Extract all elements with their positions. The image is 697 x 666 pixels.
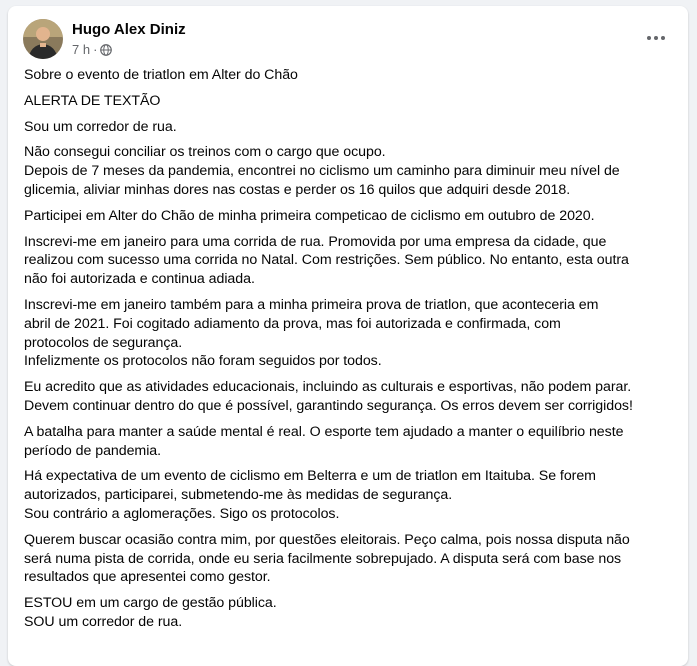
avatar-photo-icon xyxy=(23,19,63,59)
post-text-line: Sobre o evento de triatlon em Alter do Chão xyxy=(24,67,298,83)
post-text-line: protocolos de segurança. xyxy=(24,334,183,351)
post-text-line: Sou contrário a aglomerações. Sigo os protocolos. xyxy=(24,505,340,522)
post-text-line: realizou com sucesso uma corrida no Natal. Com restrições. Sem público. No entanto, esta outra xyxy=(24,252,629,269)
post-paragraph xyxy=(24,66,676,85)
post-text-line: período de pandemia. xyxy=(24,442,162,459)
post-text-line: A batalha para manter a saúde mental é real. O esporte tem ajudado a manter o equilíbrio neste xyxy=(24,423,624,440)
post-text-line: será numa pista de corrida, onde eu seria facilmente sobrepujado. A disputa será com base nos xyxy=(24,550,622,567)
more-options-dot xyxy=(654,36,658,40)
post-paragraph xyxy=(24,378,676,416)
post-text-line: Não consegui conciliar os treinos com o cargo que ocupo. xyxy=(24,144,386,161)
post-paragraph xyxy=(24,531,676,587)
post-meta xyxy=(72,20,186,58)
post-text-line: Há expectativa de um evento de ciclismo em Belterra e um de triatlon em Itaituba. Se forem xyxy=(24,468,596,485)
more-options-dot xyxy=(661,36,665,40)
post-text-line: não foi autorizada e continua adiada. xyxy=(24,271,255,288)
globe-icon[interactable] xyxy=(100,44,112,56)
post-paragraph xyxy=(24,594,676,632)
post-text-line: ESTOU em um cargo de gestão pública. xyxy=(24,595,277,612)
post-paragraph xyxy=(24,143,676,199)
post-text-line: glicemia, aliviar minhas dores nas costas e perder os 16 quilos que adquiri desde 2018. xyxy=(24,181,571,198)
more-options-icon xyxy=(647,36,651,40)
more-options-button[interactable] xyxy=(638,24,674,52)
post-text-line: SOU um corredor de rua. xyxy=(24,613,183,630)
post-paragraph xyxy=(24,207,676,226)
post-text-line: Sou um corredor de rua. xyxy=(24,118,177,135)
post-paragraph xyxy=(24,118,676,137)
post-subline xyxy=(72,41,186,58)
post-text-line: Participei em Alter do Chão de minha primeira competicao de ciclismo em outubro de 2020. xyxy=(24,207,595,224)
post-paragraph xyxy=(24,296,676,371)
avatar[interactable] xyxy=(23,19,63,59)
separator-dot: · xyxy=(93,42,98,57)
post-text-line: abril de 2021. Foi cogitado adiamento da prova, mas foi autorizada e confirmada, com xyxy=(24,315,561,332)
post-paragraph xyxy=(24,467,676,523)
post-text-line: resultados que apresentei como gestor. xyxy=(24,569,271,586)
post-text-line: Depois de 7 meses da pandemia, encontrei no ciclismo um caminho para diminuir meu nível de xyxy=(24,163,620,180)
post-paragraph xyxy=(24,92,676,111)
post-card xyxy=(8,6,688,666)
post-header xyxy=(23,19,186,59)
post-text-line: Devem continuar dentro do que é possível, garantindo segurança. Os erros devem ser corrigidos! xyxy=(24,397,633,414)
post-text-line: ALERTA DE TEXTÃO xyxy=(24,92,161,109)
post-timestamp[interactable]: 7 h xyxy=(72,42,91,57)
post-text-line: Eu acredito que as atividades educacionais, incluindo as culturais e esportivas, não podem parar. xyxy=(24,379,632,396)
post-text-line: Querem buscar ocasião contra mim, por questões eleitorais. Peço calma, pois nossa disputa não xyxy=(24,531,630,548)
post-text-line: Infelizmente os protocolos não foram seguidos por todos. xyxy=(24,353,382,370)
post-text-line: Inscrevi-me em janeiro também para a minha primeira prova de triatlon, que aconteceria em xyxy=(24,296,599,313)
post-text-line: autorizados, participarei, submetendo-me às medidas de segurança. xyxy=(24,487,453,504)
post-text xyxy=(24,66,676,639)
post-paragraph xyxy=(24,233,676,289)
post-text-line: Inscrevi-me em janeiro para uma corrida de rua. Promovida por uma empresa da cidade, que xyxy=(24,233,607,250)
post-paragraph xyxy=(24,423,676,461)
author-name[interactable]: Hugo Alex Diniz xyxy=(72,21,186,38)
